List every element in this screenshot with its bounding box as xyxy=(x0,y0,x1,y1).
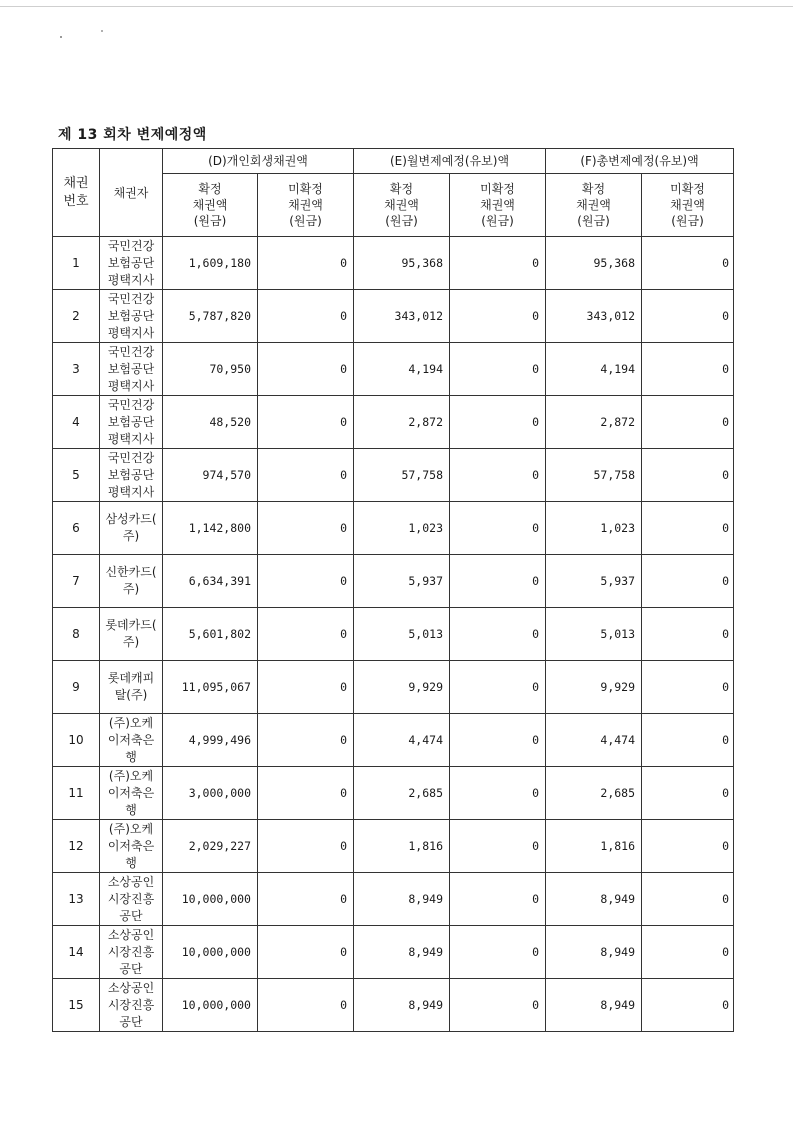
table-row xyxy=(53,290,734,343)
cell-f-unconfirmed: 0 xyxy=(642,237,734,290)
cell-creditor: 국민건강 보험공단 평택지사 xyxy=(100,343,163,396)
cell-no: 13 xyxy=(53,873,100,926)
table-row xyxy=(53,714,734,767)
cell-e-unconfirmed: 0 xyxy=(450,343,546,396)
cell-creditor: 소상공인 시장진흥 공단 xyxy=(100,873,163,926)
cell-creditor: 롯데카드( 주) xyxy=(100,608,163,661)
cell-e-unconfirmed: 0 xyxy=(450,873,546,926)
cell-d-unconfirmed: 0 xyxy=(258,661,354,714)
page-title: 제 13 회차 변제예정액 xyxy=(58,127,207,143)
cell-no: 12 xyxy=(53,820,100,873)
cell-d-confirmed: 974,570 xyxy=(163,449,258,502)
cell-e-confirmed: 95,368 xyxy=(354,237,450,290)
cell-d-unconfirmed: 0 xyxy=(258,926,354,979)
cell-f-unconfirmed: 0 xyxy=(642,449,734,502)
cell-d-unconfirmed: 0 xyxy=(258,502,354,555)
cell-f-unconfirmed: 0 xyxy=(642,926,734,979)
cell-e-confirmed: 2,872 xyxy=(354,396,450,449)
cell-e-confirmed: 5,013 xyxy=(354,608,450,661)
cell-e-unconfirmed: 0 xyxy=(450,926,546,979)
cell-creditor: 국민건강 보험공단 평택지사 xyxy=(100,290,163,343)
cell-f-unconfirmed: 0 xyxy=(642,979,734,1032)
cell-d-confirmed: 5,601,802 xyxy=(163,608,258,661)
cell-f-unconfirmed: 0 xyxy=(642,608,734,661)
cell-e-unconfirmed: 0 xyxy=(450,820,546,873)
cell-d-unconfirmed: 0 xyxy=(258,343,354,396)
cell-f-unconfirmed: 0 xyxy=(642,661,734,714)
cell-e-unconfirmed: 0 xyxy=(450,608,546,661)
cell-e-confirmed: 343,012 xyxy=(354,290,450,343)
cell-creditor: (주)오케 이저축은 행 xyxy=(100,820,163,873)
cell-d-confirmed: 10,000,000 xyxy=(163,873,258,926)
table-row xyxy=(53,343,734,396)
cell-d-confirmed: 70,950 xyxy=(163,343,258,396)
cell-d-confirmed: 4,999,496 xyxy=(163,714,258,767)
cell-no: 3 xyxy=(53,343,100,396)
table-row xyxy=(53,396,734,449)
table-row xyxy=(53,555,734,608)
header-e-unconfirmed: 미확정 채권액 (원금) xyxy=(450,174,546,237)
header-group-f: (F)총변제예정(유보)액 xyxy=(546,149,734,174)
table-row xyxy=(53,661,734,714)
cell-no: 11 xyxy=(53,767,100,820)
cell-f-unconfirmed: 0 xyxy=(642,343,734,396)
cell-no: 6 xyxy=(53,502,100,555)
cell-d-unconfirmed: 0 xyxy=(258,449,354,502)
cell-d-unconfirmed: 0 xyxy=(258,979,354,1032)
cell-d-confirmed: 2,029,227 xyxy=(163,820,258,873)
cell-e-unconfirmed: 0 xyxy=(450,979,546,1032)
header-creditor: 채권자 xyxy=(100,149,163,237)
cell-f-confirmed: 95,368 xyxy=(546,237,642,290)
cell-no: 8 xyxy=(53,608,100,661)
cell-d-confirmed: 1,142,800 xyxy=(163,502,258,555)
cell-creditor: 삼성카드( 주) xyxy=(100,502,163,555)
cell-d-confirmed: 11,095,067 xyxy=(163,661,258,714)
cell-f-confirmed: 5,013 xyxy=(546,608,642,661)
cell-f-unconfirmed: 0 xyxy=(642,396,734,449)
table-row xyxy=(53,608,734,661)
cell-e-confirmed: 4,474 xyxy=(354,714,450,767)
header-e-confirmed: 확정 채권액 (원금) xyxy=(354,174,450,237)
header-d-unconfirmed: 미확정 채권액 (원금) xyxy=(258,174,354,237)
cell-f-confirmed: 57,758 xyxy=(546,449,642,502)
cell-f-confirmed: 4,474 xyxy=(546,714,642,767)
cell-d-confirmed: 48,520 xyxy=(163,396,258,449)
header-row-groups xyxy=(53,149,734,174)
cell-no: 5 xyxy=(53,449,100,502)
cell-no: 7 xyxy=(53,555,100,608)
cell-creditor: (주)오케 이저축은 행 xyxy=(100,767,163,820)
cell-d-unconfirmed: 0 xyxy=(258,820,354,873)
cell-creditor: 국민건강 보험공단 평택지사 xyxy=(100,396,163,449)
table-body xyxy=(53,237,734,1032)
cell-d-unconfirmed: 0 xyxy=(258,767,354,820)
cell-e-confirmed: 5,937 xyxy=(354,555,450,608)
cell-f-confirmed: 8,949 xyxy=(546,873,642,926)
cell-e-unconfirmed: 0 xyxy=(450,767,546,820)
cell-e-unconfirmed: 0 xyxy=(450,396,546,449)
cell-f-unconfirmed: 0 xyxy=(642,555,734,608)
cell-no: 14 xyxy=(53,926,100,979)
cell-e-confirmed: 2,685 xyxy=(354,767,450,820)
cell-creditor: 롯데캐피 탈(주) xyxy=(100,661,163,714)
cell-f-unconfirmed: 0 xyxy=(642,290,734,343)
cell-e-unconfirmed: 0 xyxy=(450,449,546,502)
cell-f-confirmed: 4,194 xyxy=(546,343,642,396)
cell-d-confirmed: 5,787,820 xyxy=(163,290,258,343)
cell-e-unconfirmed: 0 xyxy=(450,661,546,714)
cell-e-confirmed: 8,949 xyxy=(354,926,450,979)
cell-f-unconfirmed: 0 xyxy=(642,714,734,767)
cell-d-unconfirmed: 0 xyxy=(258,608,354,661)
table-row xyxy=(53,237,734,290)
table-row xyxy=(53,449,734,502)
cell-creditor: 국민건강 보험공단 평택지사 xyxy=(100,237,163,290)
header-group-e: (E)월변제예정(유보)액 xyxy=(354,149,546,174)
table-row xyxy=(53,820,734,873)
cell-e-confirmed: 1,023 xyxy=(354,502,450,555)
cell-f-unconfirmed: 0 xyxy=(642,873,734,926)
cell-e-confirmed: 57,758 xyxy=(354,449,450,502)
cell-f-confirmed: 1,023 xyxy=(546,502,642,555)
cell-e-unconfirmed: 0 xyxy=(450,290,546,343)
cell-e-confirmed: 8,949 xyxy=(354,979,450,1032)
cell-no: 10 xyxy=(53,714,100,767)
cell-f-confirmed: 2,872 xyxy=(546,396,642,449)
repayment-table xyxy=(52,148,734,1032)
cell-creditor: 소상공인 시장진흥 공단 xyxy=(100,926,163,979)
cell-d-unconfirmed: 0 xyxy=(258,237,354,290)
scan-speck xyxy=(101,30,103,32)
cell-d-confirmed: 3,000,000 xyxy=(163,767,258,820)
cell-no: 4 xyxy=(53,396,100,449)
header-group-d: (D)개인회생채권액 xyxy=(163,149,354,174)
table-row xyxy=(53,873,734,926)
header-f-confirmed: 확정 채권액 (원금) xyxy=(546,174,642,237)
header-f-unconfirmed: 미확정 채권액 (원금) xyxy=(642,174,734,237)
cell-e-confirmed: 1,816 xyxy=(354,820,450,873)
cell-no: 15 xyxy=(53,979,100,1032)
table-row xyxy=(53,767,734,820)
cell-d-confirmed: 6,634,391 xyxy=(163,555,258,608)
cell-f-confirmed: 343,012 xyxy=(546,290,642,343)
header-creditor-no: 채권 번호 xyxy=(53,149,100,237)
cell-e-confirmed: 4,194 xyxy=(354,343,450,396)
cell-e-unconfirmed: 0 xyxy=(450,237,546,290)
table-row xyxy=(53,502,734,555)
table-row xyxy=(53,926,734,979)
cell-no: 9 xyxy=(53,661,100,714)
cell-f-confirmed: 8,949 xyxy=(546,926,642,979)
cell-creditor: 국민건강 보험공단 평택지사 xyxy=(100,449,163,502)
cell-f-unconfirmed: 0 xyxy=(642,502,734,555)
cell-d-confirmed: 10,000,000 xyxy=(163,926,258,979)
cell-e-unconfirmed: 0 xyxy=(450,555,546,608)
cell-no: 1 xyxy=(53,237,100,290)
cell-no: 2 xyxy=(53,290,100,343)
cell-e-confirmed: 8,949 xyxy=(354,873,450,926)
cell-d-unconfirmed: 0 xyxy=(258,555,354,608)
cell-creditor: (주)오케 이저축은 행 xyxy=(100,714,163,767)
page-top-rule xyxy=(0,6,793,7)
cell-d-confirmed: 1,609,180 xyxy=(163,237,258,290)
cell-f-confirmed: 5,937 xyxy=(546,555,642,608)
cell-d-confirmed: 10,000,000 xyxy=(163,979,258,1032)
cell-d-unconfirmed: 0 xyxy=(258,290,354,343)
cell-creditor: 신한카드( 주) xyxy=(100,555,163,608)
scan-speck xyxy=(60,36,62,38)
cell-creditor: 소상공인 시장진흥 공단 xyxy=(100,979,163,1032)
cell-f-confirmed: 9,929 xyxy=(546,661,642,714)
cell-f-confirmed: 2,685 xyxy=(546,767,642,820)
cell-f-confirmed: 8,949 xyxy=(546,979,642,1032)
cell-f-confirmed: 1,816 xyxy=(546,820,642,873)
cell-f-unconfirmed: 0 xyxy=(642,820,734,873)
cell-d-unconfirmed: 0 xyxy=(258,873,354,926)
cell-e-confirmed: 9,929 xyxy=(354,661,450,714)
cell-d-unconfirmed: 0 xyxy=(258,714,354,767)
table-row xyxy=(53,979,734,1032)
cell-f-unconfirmed: 0 xyxy=(642,767,734,820)
cell-d-unconfirmed: 0 xyxy=(258,396,354,449)
cell-e-unconfirmed: 0 xyxy=(450,714,546,767)
cell-e-unconfirmed: 0 xyxy=(450,502,546,555)
header-d-confirmed: 확정 채권액 (원금) xyxy=(163,174,258,237)
